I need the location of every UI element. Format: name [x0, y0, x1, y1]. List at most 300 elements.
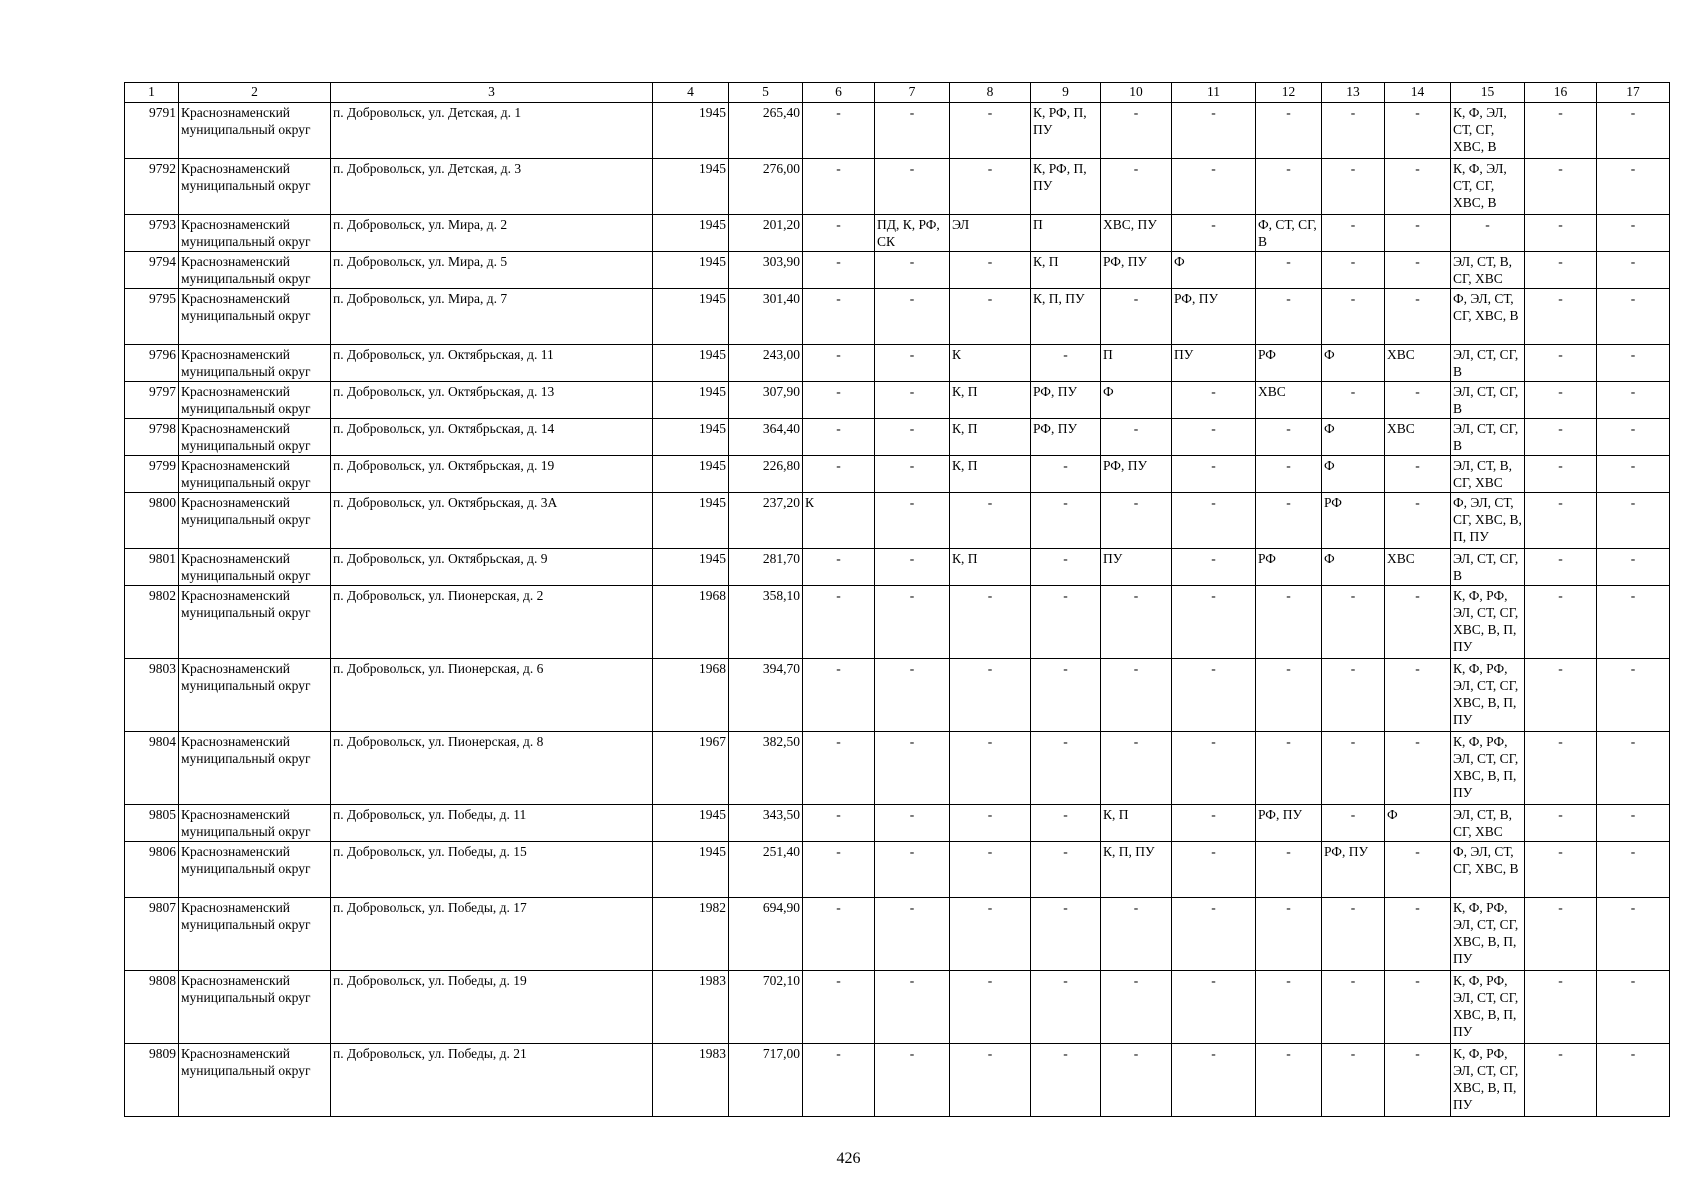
col-header: 11 — [1172, 83, 1256, 103]
col-header: 17 — [1597, 83, 1670, 103]
year-cell: 1945 — [653, 842, 729, 898]
col-header: 15 — [1451, 83, 1525, 103]
table-row — [125, 659, 1670, 732]
col-6-cell: - — [803, 252, 875, 289]
table-row — [125, 732, 1670, 805]
district-cell: Краснознаменский муниципальный округ — [179, 898, 331, 971]
area-cell: 694,90 — [729, 898, 803, 971]
col-9-cell: РФ, ПУ — [1031, 419, 1101, 456]
col-header: 16 — [1525, 83, 1597, 103]
table-row — [125, 898, 1670, 971]
row-number-cell: 9798 — [125, 419, 179, 456]
col-11-cell: - — [1172, 805, 1256, 842]
col-14-cell: ХВС — [1385, 345, 1451, 382]
area-cell: 343,50 — [729, 805, 803, 842]
area-cell: 276,00 — [729, 159, 803, 215]
col-7-cell: - — [875, 493, 950, 549]
col-13-cell: - — [1322, 659, 1385, 732]
col-14-cell: - — [1385, 159, 1451, 215]
col-header: 14 — [1385, 83, 1451, 103]
col-16-cell: - — [1525, 659, 1597, 732]
table-row — [125, 382, 1670, 419]
year-cell: 1945 — [653, 159, 729, 215]
col-16-cell: - — [1525, 732, 1597, 805]
table-row — [125, 289, 1670, 345]
address-cell: п. Добровольск, ул. Победы, д. 15 — [331, 842, 653, 898]
col-12-cell: - — [1256, 659, 1322, 732]
col-7-cell: - — [875, 898, 950, 971]
header-row — [125, 83, 1670, 103]
col-9-cell: К, РФ, П, ПУ — [1031, 159, 1101, 215]
col-11-cell: - — [1172, 842, 1256, 898]
col-16-cell: - — [1525, 493, 1597, 549]
col-6-cell: - — [803, 659, 875, 732]
col-12-cell: РФ, ПУ — [1256, 805, 1322, 842]
col-14-cell: - — [1385, 898, 1451, 971]
area-cell: 265,40 — [729, 103, 803, 159]
col-10-cell: ХВС, ПУ — [1101, 215, 1172, 252]
district-cell: Краснознаменский муниципальный округ — [179, 103, 331, 159]
col-9-cell: - — [1031, 549, 1101, 586]
area-cell: 201,20 — [729, 215, 803, 252]
col-16-cell: - — [1525, 586, 1597, 659]
area-cell: 394,70 — [729, 659, 803, 732]
year-cell: 1945 — [653, 456, 729, 493]
row-number-cell: 9795 — [125, 289, 179, 345]
col-12-cell: - — [1256, 289, 1322, 345]
table-row — [125, 1044, 1670, 1117]
address-cell: п. Добровольск, ул. Пионерская, д. 6 — [331, 659, 653, 732]
district-cell: Краснознаменский муниципальный округ — [179, 971, 331, 1044]
area-cell: 307,90 — [729, 382, 803, 419]
col-7-cell: - — [875, 289, 950, 345]
col-6-cell: - — [803, 103, 875, 159]
year-cell: 1945 — [653, 805, 729, 842]
col-14-cell: - — [1385, 971, 1451, 1044]
col-10-cell: К, П — [1101, 805, 1172, 842]
col-header: 10 — [1101, 83, 1172, 103]
col-6-cell: - — [803, 805, 875, 842]
col-13-cell: РФ, ПУ — [1322, 842, 1385, 898]
col-10-cell: К, П, ПУ — [1101, 842, 1172, 898]
col-9-cell: - — [1031, 345, 1101, 382]
year-cell: 1983 — [653, 1044, 729, 1117]
district-cell: Краснознаменский муниципальный округ — [179, 1044, 331, 1117]
col-10-cell: - — [1101, 419, 1172, 456]
row-number-cell: 9797 — [125, 382, 179, 419]
address-cell: п. Добровольск, ул. Победы, д. 17 — [331, 898, 653, 971]
row-number-cell: 9793 — [125, 215, 179, 252]
table-body — [125, 103, 1670, 1117]
col-9-cell: - — [1031, 1044, 1101, 1117]
col-11-cell: - — [1172, 898, 1256, 971]
col-10-cell: ПУ — [1101, 549, 1172, 586]
col-7-cell: - — [875, 732, 950, 805]
district-cell: Краснознаменский муниципальный округ — [179, 493, 331, 549]
col-9-cell: - — [1031, 659, 1101, 732]
col-11-cell: - — [1172, 103, 1256, 159]
col-header: 4 — [653, 83, 729, 103]
col-8-cell: - — [950, 493, 1031, 549]
col-8-cell: - — [950, 1044, 1031, 1117]
col-10-cell: РФ, ПУ — [1101, 456, 1172, 493]
col-12-cell: ХВС — [1256, 382, 1322, 419]
col-header: 2 — [179, 83, 331, 103]
table-row — [125, 805, 1670, 842]
address-cell: п. Добровольск, ул. Мира, д. 5 — [331, 252, 653, 289]
col-8-cell: - — [950, 103, 1031, 159]
row-number-cell: 9807 — [125, 898, 179, 971]
col-8-cell: К, П — [950, 456, 1031, 493]
row-number-cell: 9809 — [125, 1044, 179, 1117]
col-10-cell: П — [1101, 345, 1172, 382]
row-number-cell: 9806 — [125, 842, 179, 898]
col-15-cell: Ф, ЭЛ, СТ, СГ, ХВС, В — [1451, 289, 1525, 345]
col-10-cell: Ф — [1101, 382, 1172, 419]
row-number-cell: 9802 — [125, 586, 179, 659]
col-6-cell: - — [803, 971, 875, 1044]
col-17-cell: - — [1597, 419, 1670, 456]
col-7-cell: - — [875, 419, 950, 456]
address-cell: п. Добровольск, ул. Победы, д. 19 — [331, 971, 653, 1044]
table-row — [125, 971, 1670, 1044]
col-13-cell: Ф — [1322, 345, 1385, 382]
col-11-cell: - — [1172, 493, 1256, 549]
col-6-cell: - — [803, 732, 875, 805]
col-13-cell: - — [1322, 971, 1385, 1044]
col-11-cell: - — [1172, 159, 1256, 215]
col-16-cell: - — [1525, 289, 1597, 345]
area-cell: 702,10 — [729, 971, 803, 1044]
col-11-cell: - — [1172, 732, 1256, 805]
district-cell: Краснознаменский муниципальный округ — [179, 586, 331, 659]
col-15-cell: ЭЛ, СТ, СГ, В — [1451, 382, 1525, 419]
col-header: 8 — [950, 83, 1031, 103]
col-13-cell: - — [1322, 805, 1385, 842]
col-10-cell: - — [1101, 732, 1172, 805]
col-15-cell: Ф, ЭЛ, СТ, СГ, ХВС, В — [1451, 842, 1525, 898]
address-cell: п. Добровольск, ул. Октябрьская, д. 3А — [331, 493, 653, 549]
col-13-cell: - — [1322, 732, 1385, 805]
col-10-cell: - — [1101, 586, 1172, 659]
col-14-cell: - — [1385, 382, 1451, 419]
col-14-cell: ХВС — [1385, 419, 1451, 456]
col-17-cell: - — [1597, 659, 1670, 732]
col-8-cell: - — [950, 732, 1031, 805]
col-7-cell: - — [875, 586, 950, 659]
district-cell: Краснознаменский муниципальный округ — [179, 456, 331, 493]
col-10-cell: - — [1101, 659, 1172, 732]
col-13-cell: - — [1322, 1044, 1385, 1117]
address-cell: п. Добровольск, ул. Октябрьская, д. 9 — [331, 549, 653, 586]
district-cell: Краснознаменский муниципальный округ — [179, 159, 331, 215]
col-13-cell: - — [1322, 382, 1385, 419]
col-14-cell: - — [1385, 252, 1451, 289]
col-10-cell: - — [1101, 103, 1172, 159]
col-16-cell: - — [1525, 419, 1597, 456]
col-header: 7 — [875, 83, 950, 103]
col-16-cell: - — [1525, 842, 1597, 898]
col-7-cell: - — [875, 659, 950, 732]
col-11-cell: - — [1172, 456, 1256, 493]
col-8-cell: - — [950, 252, 1031, 289]
col-9-cell: - — [1031, 971, 1101, 1044]
col-9-cell: - — [1031, 732, 1101, 805]
col-7-cell: - — [875, 842, 950, 898]
col-15-cell: ЭЛ, СТ, СГ, В — [1451, 345, 1525, 382]
col-header: 3 — [331, 83, 653, 103]
col-13-cell: - — [1322, 252, 1385, 289]
row-number-cell: 9800 — [125, 493, 179, 549]
col-header: 9 — [1031, 83, 1101, 103]
row-number-cell: 9808 — [125, 971, 179, 1044]
col-6-cell: - — [803, 382, 875, 419]
col-header: 12 — [1256, 83, 1322, 103]
col-17-cell: - — [1597, 1044, 1670, 1117]
col-13-cell: - — [1322, 215, 1385, 252]
col-header: 13 — [1322, 83, 1385, 103]
col-header: 1 — [125, 83, 179, 103]
col-8-cell: - — [950, 659, 1031, 732]
col-7-cell: ПД, К, РФ, СК — [875, 215, 950, 252]
table-row — [125, 159, 1670, 215]
col-15-cell: ЭЛ, СТ, В, СГ, ХВС — [1451, 456, 1525, 493]
col-6-cell: - — [803, 289, 875, 345]
address-cell: п. Добровольск, ул. Пионерская, д. 8 — [331, 732, 653, 805]
col-11-cell: - — [1172, 586, 1256, 659]
col-12-cell: - — [1256, 493, 1322, 549]
col-16-cell: - — [1525, 456, 1597, 493]
year-cell: 1945 — [653, 382, 729, 419]
year-cell: 1945 — [653, 103, 729, 159]
col-13-cell: - — [1322, 898, 1385, 971]
col-17-cell: - — [1597, 493, 1670, 549]
col-17-cell: - — [1597, 456, 1670, 493]
col-8-cell: К, П — [950, 419, 1031, 456]
col-10-cell: - — [1101, 1044, 1172, 1117]
col-17-cell: - — [1597, 382, 1670, 419]
col-16-cell: - — [1525, 382, 1597, 419]
col-header: 5 — [729, 83, 803, 103]
col-15-cell: К, Ф, РФ, ЭЛ, СТ, СГ, ХВС, В, П, ПУ — [1451, 971, 1525, 1044]
col-14-cell: - — [1385, 1044, 1451, 1117]
col-15-cell: ЭЛ, СТ, В, СГ, ХВС — [1451, 252, 1525, 289]
area-cell: 281,70 — [729, 549, 803, 586]
address-cell: п. Добровольск, ул. Победы, д. 11 — [331, 805, 653, 842]
area-cell: 251,40 — [729, 842, 803, 898]
col-11-cell: - — [1172, 382, 1256, 419]
row-number-cell: 9792 — [125, 159, 179, 215]
row-number-cell: 9794 — [125, 252, 179, 289]
col-16-cell: - — [1525, 1044, 1597, 1117]
col-9-cell: - — [1031, 805, 1101, 842]
col-12-cell: - — [1256, 732, 1322, 805]
registry-table — [124, 82, 1670, 1117]
col-17-cell: - — [1597, 345, 1670, 382]
col-14-cell: - — [1385, 732, 1451, 805]
area-cell: 303,90 — [729, 252, 803, 289]
table-row — [125, 549, 1670, 586]
col-7-cell: - — [875, 971, 950, 1044]
col-12-cell: - — [1256, 159, 1322, 215]
col-11-cell: - — [1172, 971, 1256, 1044]
address-cell: п. Добровольск, ул. Детская, д. 3 — [331, 159, 653, 215]
col-15-cell: К, Ф, РФ, ЭЛ, СТ, СГ, ХВС, В, П, ПУ — [1451, 586, 1525, 659]
district-cell: Краснознаменский муниципальный округ — [179, 842, 331, 898]
col-7-cell: - — [875, 1044, 950, 1117]
col-7-cell: - — [875, 549, 950, 586]
col-15-cell: К, Ф, РФ, ЭЛ, СТ, СГ, ХВС, В, П, ПУ — [1451, 659, 1525, 732]
col-12-cell: - — [1256, 103, 1322, 159]
col-12-cell: - — [1256, 898, 1322, 971]
col-17-cell: - — [1597, 971, 1670, 1044]
col-17-cell: - — [1597, 159, 1670, 215]
col-11-cell: - — [1172, 215, 1256, 252]
col-12-cell: - — [1256, 419, 1322, 456]
col-16-cell: - — [1525, 971, 1597, 1044]
year-cell: 1968 — [653, 659, 729, 732]
district-cell: Краснознаменский муниципальный округ — [179, 805, 331, 842]
col-6-cell: - — [803, 1044, 875, 1117]
col-10-cell: - — [1101, 971, 1172, 1044]
col-6-cell: - — [803, 215, 875, 252]
district-cell: Краснознаменский муниципальный округ — [179, 215, 331, 252]
col-14-cell: - — [1385, 586, 1451, 659]
col-8-cell: - — [950, 159, 1031, 215]
col-6-cell: - — [803, 842, 875, 898]
col-9-cell: К, П — [1031, 252, 1101, 289]
year-cell: 1968 — [653, 586, 729, 659]
col-17-cell: - — [1597, 252, 1670, 289]
address-cell: п. Добровольск, ул. Детская, д. 1 — [331, 103, 653, 159]
address-cell: п. Добровольск, ул. Победы, д. 21 — [331, 1044, 653, 1117]
col-17-cell: - — [1597, 842, 1670, 898]
col-12-cell: РФ — [1256, 549, 1322, 586]
col-11-cell: ПУ — [1172, 345, 1256, 382]
col-9-cell: - — [1031, 842, 1101, 898]
col-8-cell: К, П — [950, 549, 1031, 586]
col-11-cell: Ф — [1172, 252, 1256, 289]
col-8-cell: К — [950, 345, 1031, 382]
col-17-cell: - — [1597, 586, 1670, 659]
col-7-cell: - — [875, 345, 950, 382]
col-13-cell: - — [1322, 103, 1385, 159]
col-17-cell: - — [1597, 805, 1670, 842]
year-cell: 1945 — [653, 252, 729, 289]
col-12-cell: - — [1256, 586, 1322, 659]
col-12-cell: - — [1256, 252, 1322, 289]
col-6-cell: К — [803, 493, 875, 549]
col-14-cell: - — [1385, 289, 1451, 345]
col-13-cell: - — [1322, 586, 1385, 659]
col-9-cell: РФ, ПУ — [1031, 382, 1101, 419]
col-10-cell: - — [1101, 493, 1172, 549]
address-cell: п. Добровольск, ул. Октябрьская, д. 14 — [331, 419, 653, 456]
col-10-cell: РФ, ПУ — [1101, 252, 1172, 289]
col-11-cell: - — [1172, 1044, 1256, 1117]
table-row — [125, 345, 1670, 382]
col-15-cell: К, Ф, ЭЛ, СТ, СГ, ХВС, В — [1451, 159, 1525, 215]
row-number-cell: 9799 — [125, 456, 179, 493]
col-10-cell: - — [1101, 898, 1172, 971]
col-7-cell: - — [875, 252, 950, 289]
col-8-cell: - — [950, 805, 1031, 842]
col-6-cell: - — [803, 549, 875, 586]
row-number-cell: 9803 — [125, 659, 179, 732]
col-14-cell: - — [1385, 456, 1451, 493]
col-8-cell: - — [950, 971, 1031, 1044]
col-13-cell: Ф — [1322, 419, 1385, 456]
address-cell: п. Добровольск, ул. Пионерская, д. 2 — [331, 586, 653, 659]
district-cell: Краснознаменский муниципальный округ — [179, 382, 331, 419]
table-row — [125, 215, 1670, 252]
area-cell: 382,50 — [729, 732, 803, 805]
col-7-cell: - — [875, 159, 950, 215]
col-8-cell: - — [950, 898, 1031, 971]
col-17-cell: - — [1597, 215, 1670, 252]
col-15-cell: ЭЛ, СТ, СГ, В — [1451, 549, 1525, 586]
area-cell: 301,40 — [729, 289, 803, 345]
col-6-cell: - — [803, 586, 875, 659]
col-8-cell: - — [950, 289, 1031, 345]
col-16-cell: - — [1525, 103, 1597, 159]
col-9-cell: - — [1031, 898, 1101, 971]
address-cell: п. Добровольск, ул. Октябрьская, д. 11 — [331, 345, 653, 382]
district-cell: Краснознаменский муниципальный округ — [179, 659, 331, 732]
year-cell: 1967 — [653, 732, 729, 805]
col-header: 6 — [803, 83, 875, 103]
col-17-cell: - — [1597, 289, 1670, 345]
col-8-cell: ЭЛ — [950, 215, 1031, 252]
col-9-cell: - — [1031, 493, 1101, 549]
year-cell: 1945 — [653, 493, 729, 549]
col-14-cell: - — [1385, 103, 1451, 159]
table-row — [125, 419, 1670, 456]
col-14-cell: ХВС — [1385, 549, 1451, 586]
col-14-cell: Ф — [1385, 805, 1451, 842]
year-cell: 1982 — [653, 898, 729, 971]
col-9-cell: - — [1031, 456, 1101, 493]
col-11-cell: РФ, ПУ — [1172, 289, 1256, 345]
district-cell: Краснознаменский муниципальный округ — [179, 252, 331, 289]
address-cell: п. Добровольск, ул. Октябрьская, д. 13 — [331, 382, 653, 419]
col-15-cell: ЭЛ, СТ, СГ, В — [1451, 419, 1525, 456]
col-10-cell: - — [1101, 289, 1172, 345]
area-cell: 364,40 — [729, 419, 803, 456]
col-12-cell: - — [1256, 971, 1322, 1044]
table-row — [125, 493, 1670, 549]
year-cell: 1945 — [653, 549, 729, 586]
col-6-cell: - — [803, 456, 875, 493]
col-12-cell: РФ — [1256, 345, 1322, 382]
district-cell: Краснознаменский муниципальный округ — [179, 345, 331, 382]
col-12-cell: - — [1256, 1044, 1322, 1117]
year-cell: 1945 — [653, 289, 729, 345]
area-cell: 226,80 — [729, 456, 803, 493]
table-row — [125, 103, 1670, 159]
col-6-cell: - — [803, 898, 875, 971]
col-9-cell: П — [1031, 215, 1101, 252]
col-15-cell: ЭЛ, СТ, В, СГ, ХВС — [1451, 805, 1525, 842]
col-13-cell: Ф — [1322, 456, 1385, 493]
col-6-cell: - — [803, 159, 875, 215]
district-cell: Краснознаменский муниципальный округ — [179, 732, 331, 805]
row-number-cell: 9796 — [125, 345, 179, 382]
table-row — [125, 456, 1670, 493]
area-cell: 243,00 — [729, 345, 803, 382]
col-12-cell: - — [1256, 842, 1322, 898]
area-cell: 358,10 — [729, 586, 803, 659]
